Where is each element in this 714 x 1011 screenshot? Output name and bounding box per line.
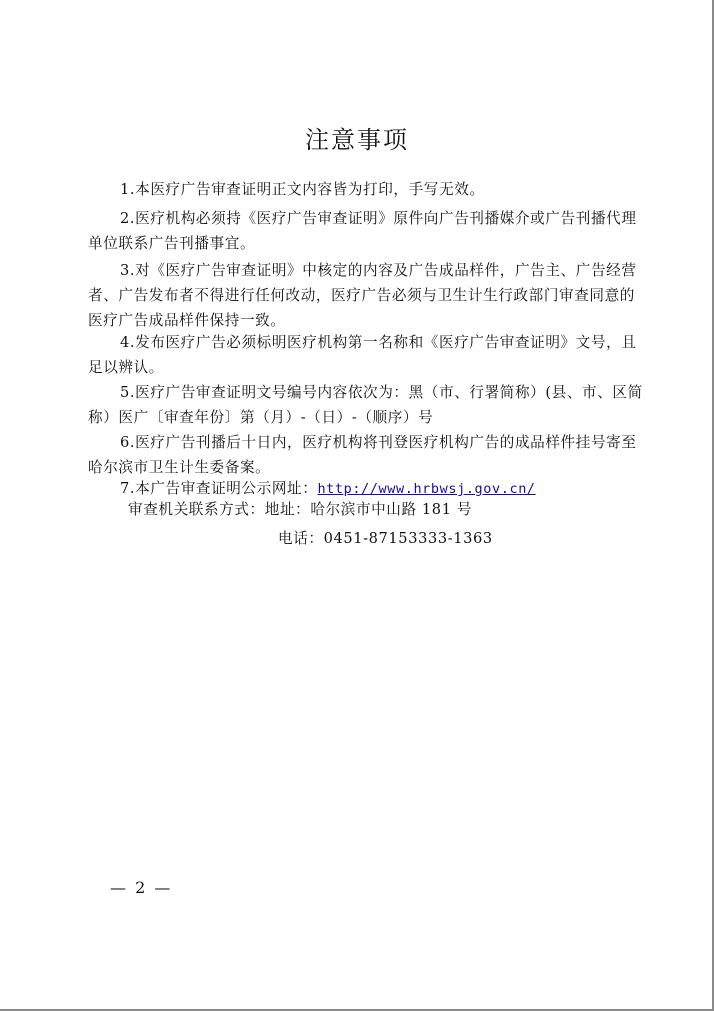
contact-address: 审查机关联系方式：地址：哈尔滨市中山路 181 号 (128, 501, 473, 518)
contact-phone: 电话：0451-87153333-1363 (278, 530, 493, 547)
website-link[interactable]: http://www.hrbwsj.gov.cn/ (317, 481, 536, 497)
notice-item-2: 2.医疗机构必须持《医疗广告审查证明》原件向广告刊播媒介或广告刊播代理单位联系广告刊播事宜。 (88, 210, 637, 252)
notice-item-1: 1.本医疗广告审查证明正文内容皆为打印，手写无效。 (120, 181, 485, 198)
notice-item-5: 5.医疗广告审查证明文号编号内容依次为：黑（市、行署简称）(县、市、区简称）医广〔审查年份〕第（月）-（日）-（顺序）号 (88, 384, 643, 426)
notice-item-3: 3.对《医疗广告审查证明》中核定的内容及广告成品样件，广告主、广告经营者、广告发布者不得进行任何改动，医疗广告必须与卫生计生行政部门审查同意的医疗广告成品样件保持一致。 (88, 262, 637, 329)
page-title: 注意事项 (305, 126, 409, 154)
notice-item-4: 4.发布医疗广告必须标明医疗机构第一名称和《医疗广告审查证明》文号，且足以辨认。 (88, 334, 637, 376)
notice-item-6: 6.医疗广告刊播后十日内，医疗机构将刊登医疗机构广告的成品样件挂号寄至哈尔滨市卫生计生委备案。 (88, 434, 637, 476)
notice-item-7-label: 7.本广告审查证明公示网址： (120, 480, 318, 497)
page-number: — 2 — (110, 878, 173, 897)
